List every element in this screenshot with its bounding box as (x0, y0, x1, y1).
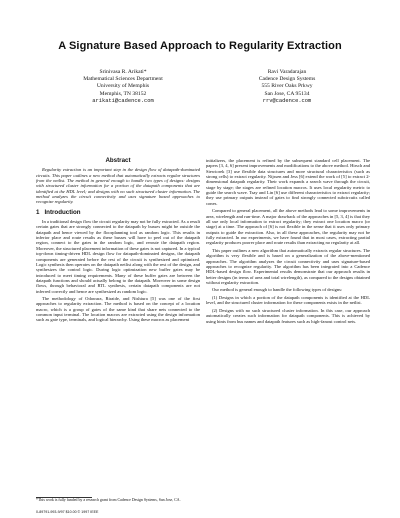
left-column (36, 158, 200, 325)
copyright-line: 0-89791-993-9/97 $10.00 © 1997 IEEE (36, 510, 99, 514)
body-paragraph: The methodology of Odawara, Riraide, and Nishiura [5] was one of the first approaches to regularity extraction. The method is based on the concept of a location macro, which is a group of gates of the same kind that share nets connected to the common input terminal. The location macros are extracted using the design information such as gate type, terminals, and logical hierarchy. Using these macros as placement (36, 296, 200, 323)
body-paragraph: In a traditional design flow the circuit regularity may not be fully extracted. As a result certain gates that are strongly connected to the datapath by busses might be outside the datapath and hence viewed by the floorplanning tool as random logic. This results in inferior place and route results as these busses will have to peel out of the datapath region, connect to the gates in the random logic, and reroute the datapath region. Moreover, the structured placement information of these gates is not captured. In a typical top-down timing-driven HDL design flow for datapath-dominated designs, the datapath components are generated before the rest of the circuit is synthesized and optimized. Logic synthesis then operates on the datapath netlist along with the rest of the design, and synthesizes the control logic. During logic optimization new buffer gates may be introduced to meet timing requirements. Many of these buffer gates are between the datapath functions and should actually belong to the datapath. Moreover in some design flows, through behavioral and RTL synthesis, certain datapath components are not inferred correctly and hence are synthesized as random logic. (36, 219, 200, 294)
abstract-text: Regularity extraction is an important step in the design flow of datapath-dominated circuits. This paper outlines a new method that automatically extracts regular structures from the netlist. The method in general enough to handle two types of designs: designs with structured cluster information for a portion of the datapath components that are identified at the HDL level; and designs with no such structured cluster information. The method analyzes the circuit connectivity and uses signature based approaches to recognize regularity. (36, 167, 200, 205)
paper-title: A Signature Based Approach to Regularity Extraction (58, 40, 342, 52)
author-address: 555 River Oaks Prkwy (261, 83, 313, 90)
body-paragraph: initializers, the placement is refined by the subsequent standard cell placement. The papers [3, 4, 6] present improvements and modifications to the above method. Hirsch and Siewiorek [3] use flexible data structures and more structural characteristics (such as strong cells) to extract regularity. Nijssen and Jess [6] extend the work of [5] to extract 2-dimensional datapath regularity. Their work expands a search wave through the circuit, stage by stage; the stages are refined location macros. It uses local regularity metric to guide the search wave. Tsay and Lin [6] use different characteristics to extract regularity; they use primary outputs instead of gates to find strongly connected subcircuits called cones. (206, 158, 370, 206)
body-paragraph: Compared to general placement, all the above methods lead to some improvements in area, wirelength and run-time. A major drawback of the approaches in [5, 3, 4] is that they all use only local information to extract regularity; they extract one location macro (or stage) at a time. The approach of [6] is not flexible in the sense that it uses only primary outputs to guide the extraction. Also, in all these approaches, the regularity may not be fully extracted. In our experiments, we have found that in most cases, extracting partial regularity produces poorer place and route results than extracting no regularity at all. (206, 208, 370, 246)
author-affiliation: Cadence Design Systems (258, 76, 316, 83)
abstract-heading: Abstract (105, 157, 131, 164)
author-name: Srinivasa R. Arikati* (99, 69, 147, 75)
right-column (206, 158, 370, 326)
author-email: rrv@cadence.com (262, 97, 312, 104)
section-title: Introduction (44, 208, 81, 216)
author-block-1 (58, 69, 188, 105)
list-item: (2) Designs with no such structured cluster information. In this case, our approach automatically creates such information for datapath components. This is achieved by using hints from bus names and datapath features such as high-fanout control nets. (206, 307, 370, 324)
body-paragraph: Our method is general enough to handle the following types of designs: (212, 287, 343, 293)
author-block-2 (222, 69, 352, 105)
author-affiliation: Mathematical Sciences Department (83, 76, 163, 83)
body-paragraph: This paper outlines a new algorithm that automatically extracts regular structures. The algorithm is very flexible and is based on a generalization of the above-mentioned approaches. The algorithm analyzes the circuit connectivity and uses signature-based approaches to recognize regularity. The algorithm has been integrated into a Cadence HDL-based design flow. Experimental results demonstrate that our approach results in better designs (in terms of area and total wirelength), as compared to the designs obtained without regularity extraction. (206, 247, 370, 285)
section-heading (36, 210, 200, 215)
author-address: Memphis, TN 38152 (99, 90, 147, 97)
author-address: San Jose, CA 95134 (264, 90, 310, 97)
author-email: arikati@cadence.com (92, 97, 154, 104)
section-number: 1 (36, 208, 40, 216)
author-affiliation: University of Memphis (96, 83, 150, 90)
list-item: (1) Designs in which a portion of the datapath components is identified at the HDL level, and the structured cluster information for these components exists in the netlist. (206, 295, 370, 306)
author-name: Ravi Varadarajan (267, 69, 307, 75)
footnote: *This work is fully funded by a research grant from Cadence Design Systems, San Jose, CA. (36, 498, 181, 502)
